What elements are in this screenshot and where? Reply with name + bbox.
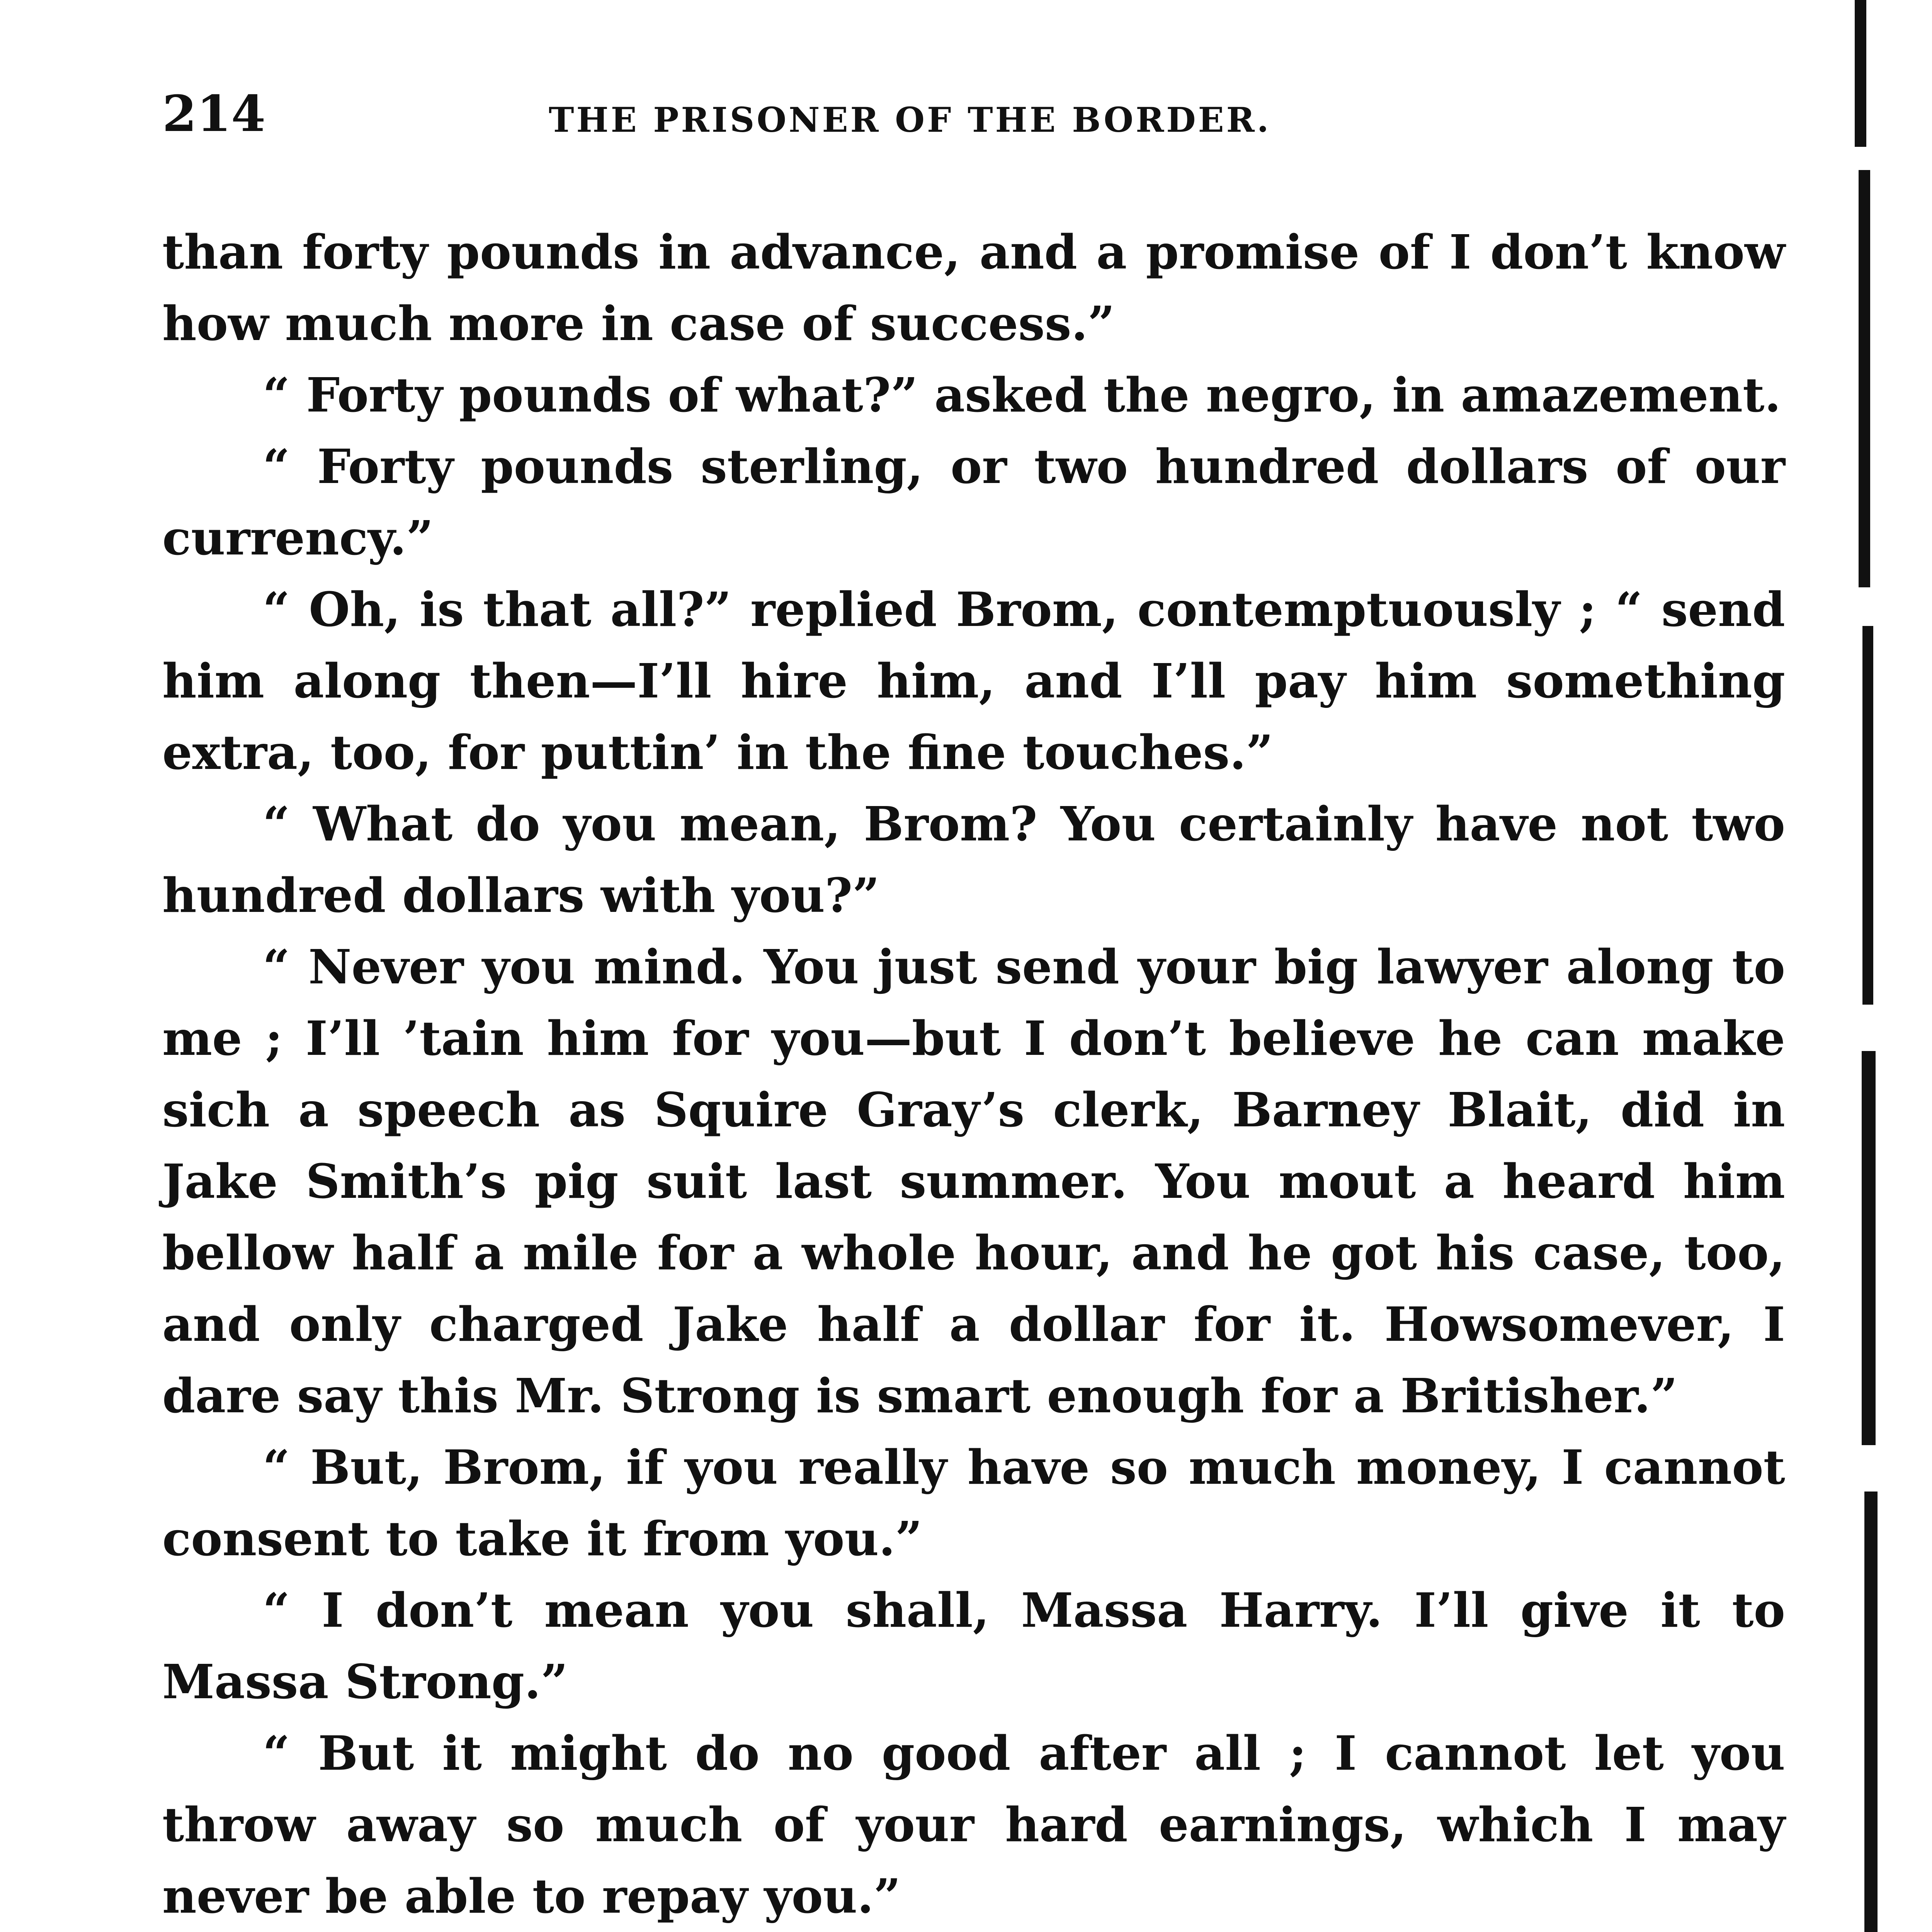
paragraph: than forty pounds in advance, and a promise of I don’t know how much more in case of success.” [162,224,1785,351]
body-text [162,216,1785,1932]
paragraph: “ What do you mean, Brom? You certainly have not two hundred dollars with you?” [162,796,1785,923]
paragraph: “ Forty pounds of what?” asked the negro, in amazement. [263,367,1781,423]
paragraph: “ Oh, is that all?” replied Brom, contemptuously ; “ send him along then—I’ll hire him, and I’ll pay him something extra, too, for puttin’ in the fine touches.” [162,582,1785,780]
paragraph: “ Forty pounds sterling, or two hundred dollars of our currency.” [162,439,1785,566]
binding-edge-line [1862,1051,1876,1445]
paragraph: “ But, Brom, if you really have so much money, I cannot consent to take it from you.” [162,1439,1785,1566]
running-title: THE PRISONER OF THE BORDER. [549,100,1271,140]
binding-edge-line [1855,0,1866,147]
binding-edge-line [1864,1492,1878,1932]
page-number: 214 [162,85,266,143]
paragraph: “ I don’t mean you shall, Massa Harry. I’ll give it to Massa Strong.” [162,1582,1785,1709]
paragraph: “ Never you mind. You just send your big lawyer along to me ; I’ll ’tain him for you—but I don’t believe he can make sich a speech as Squire Gray’s clerk, Barney Blait, did in Jake Smith’s pig suit last summer. You mout a heard him bellow half a mile for a whole hour, and he got his case, too, and only charged Jake half a dollar for it. Howsomever, I dare say this Mr. Strong is smart enough for a Britisher.” [162,939,1785,1423]
binding-edge-line [1859,170,1870,587]
binding-edge-line [1862,626,1873,1005]
paragraph: “ But it might do no good after all ; I cannot let you throw away so much of your hard earnings, which I may never be able to repay you.” [162,1725,1785,1924]
running-head [162,77,1785,155]
